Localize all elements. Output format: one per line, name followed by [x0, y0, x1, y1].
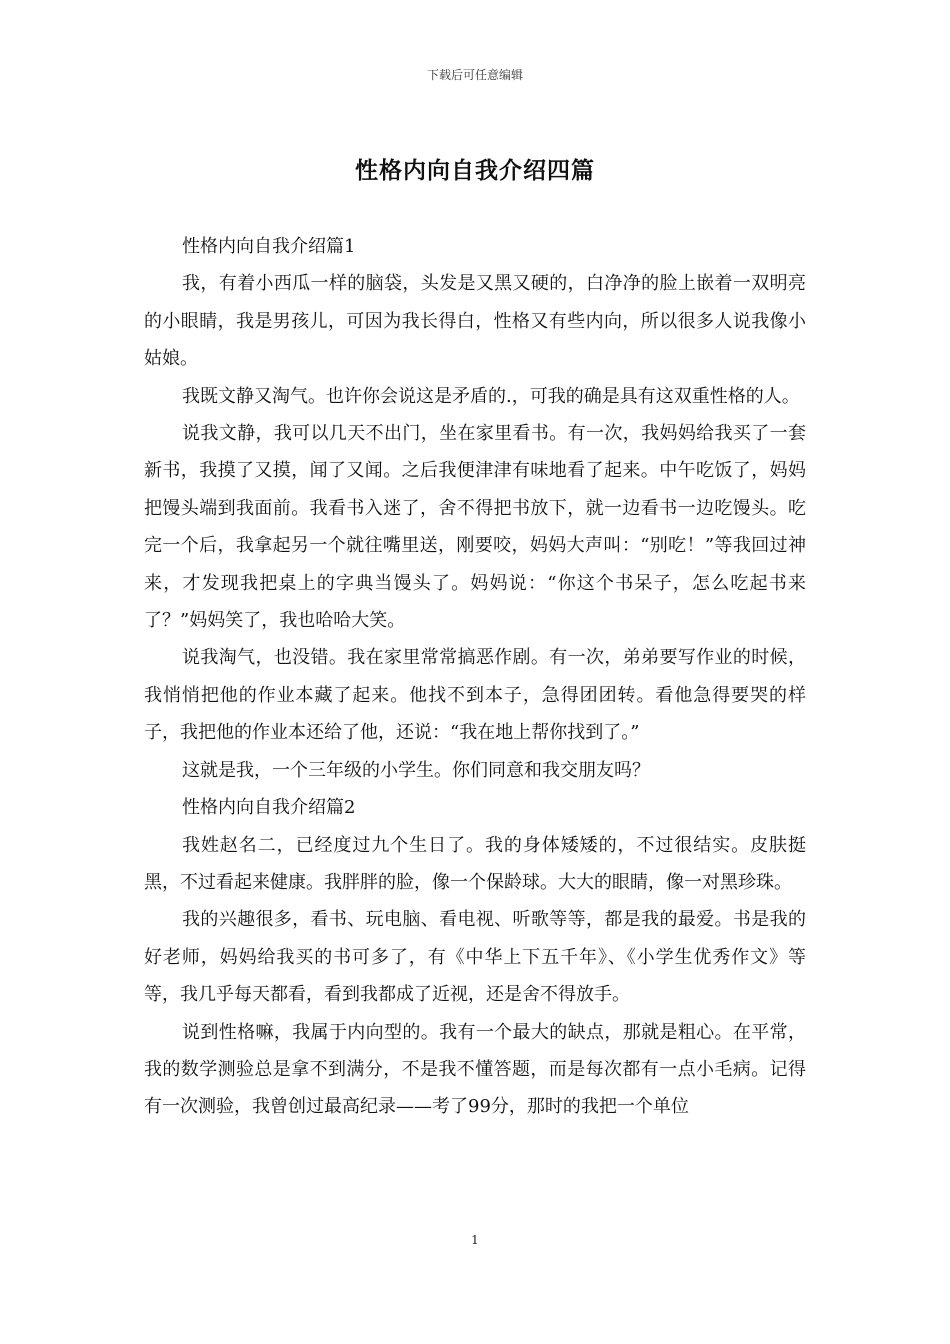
- header-note: 下载后可任意编辑: [426, 68, 523, 82]
- document-body: [144, 228, 806, 1126]
- paragraph: 说我文静，我可以几天不出门，坐在家里看书。有一次，我妈妈给我买了一套新书，我摸了又摸，闻了又闻。之后我便津津有味地看了起来。中午吃饭了，妈妈把馒头端到我面前。我看书入迷了，舍不得把书放下，就一边看书一边吃馒头。吃完一个后，我拿起另一个就往嘴里送，刚要咬，妈妈大声叫：“别吃！”等我回过神来，才发现我把桌上的字典当馒头了。妈妈说：“你这个书呆子，怎么吃起书来了？”妈妈笑了，我也哈哈大笑。: [144, 423, 806, 632]
- paragraph: 我的兴趣很多，看书、玩电脑、看电视、听歌等等，都是我的最爱。书是我的好老师，妈妈给我买的书可多了，有《中华上下五千年》、《小学生优秀作文》等等，我几乎每天都看，看到我都成了近视，还是舍不得放手。: [144, 909, 806, 1006]
- paragraph: 说到性格嘛，我属于内向型的。我有一个最大的缺点，那就是粗心。在平常，我的数学测验总是拿不到满分，不是我不懂答题，而是每次都有一点小毛病。记得有一次测验，我曾创过最高纪录——考了99分，那时的我把一个单位: [144, 1021, 806, 1118]
- page-number: 1: [471, 1233, 479, 1247]
- section-heading-1: 性格内向自我介绍篇1: [182, 236, 356, 257]
- paragraph: 说我淘气，也没错。我在家里常常搞恶作剧。有一次，弟弟要写作业的时候，我悄悄把他的作业本藏了起来。他找不到本子，急得团团转。看他急得要哭的样子，我把他的作业本还给了他，还说：“我在地上帮你找到了。”: [144, 647, 806, 744]
- paragraph: 我既文静又淘气。也许你会说这是矛盾的.，可我的确是具有这双重性格的人。: [182, 385, 800, 407]
- paragraph: 这就是我，一个三年级的小学生。你们同意和我交朋友吗？: [182, 759, 650, 781]
- paragraph: 我姓赵名二，已经度过九个生日了。我的身体矮矮的，不过很结实。皮肤挺黑，不过看起来健康。我胖胖的脸，像一个保龄球。大大的眼睛，像一对黑珍珠。: [144, 834, 806, 893]
- paragraph: 我，有着小西瓜一样的脑袋，头发是又黑又硬的，白净净的脸上嵌着一双明亮的小眼睛，我是男孩儿，可因为我长得白，性格又有些内向，所以很多人说我像小姑娘。: [144, 273, 806, 370]
- document-title: 性格内向自我介绍四篇: [355, 157, 595, 184]
- section-heading-2: 性格内向自我介绍篇2: [182, 797, 356, 819]
